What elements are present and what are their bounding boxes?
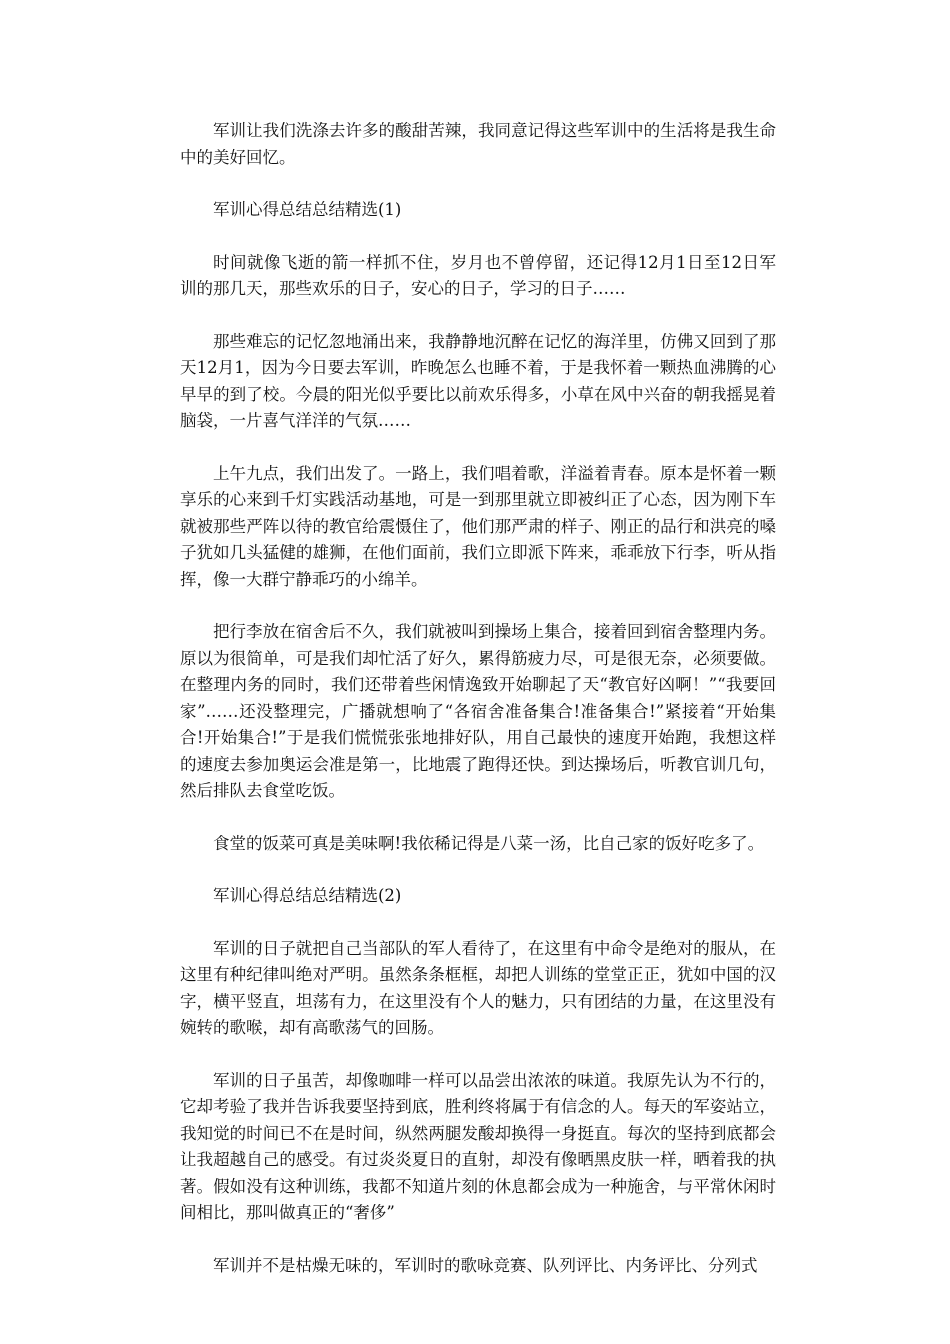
paragraph: 军训的日子虽苦，却像咖啡一样可以品尝出浓浓的味道。我原先认为不行的，它却考验了我并告诉我要坚持到底，胜利终将属于有信念的人。每天的军姿站立，我知觉的时间已不在是时间，纵然两腿发酸却换得一身挺直。每次的坚持到底都会让我超越自己的感受。有过炎炎夏日的直射，却没有像晒黑皮肤一样，晒着我的执著。假如没有这种训练，我都不知道片刻的休息都会成为一种施舍，与平常休闲时间相比，那叫做真正的“奢侈” <box>180 1070 776 1222</box>
paragraph: 军训的日子就把自己当部队的军人看待了，在这里有中命令是绝对的服从，在这里有种纪律叫绝对严明。虽然条条框框，却把人训练的堂堂正正，犹如中国的汉字，横平竖直，坦荡有力，在这里没有个人的魅力，只有团结的力量，在这里没有婉转的歌喉，却有高歌荡气的回肠。 <box>180 938 776 1037</box>
paragraph: 时间就像飞逝的箭一样抓不住，岁月也不曾停留，还记得12月1日至12日军训的那几天，那些欢乐的日子，安心的日子，学习的日子…… <box>180 252 776 298</box>
paragraph: 那些难忘的记忆忽地涌出来，我静静地沉醉在记忆的海洋里，仿佛又回到了那天12月1，因为今日要去军训，昨晚怎么也睡不着，于是我怀着一颗热血沸腾的心早早的到了校。今晨的阳光似乎要比以前欢乐得多，小草在风中兴奋的朝我摇晃着脑袋，一片喜气洋洋的气氛…… <box>180 331 776 430</box>
section-heading: 军训心得总结总结精选(1) <box>213 200 402 219</box>
section-heading: 军训心得总结总结精选(2) <box>213 886 402 905</box>
paragraph: 食堂的饭菜可真是美味啊!我依稀记得是八菜一汤，比自己家的饭好吃多了。 <box>213 833 765 853</box>
document-body <box>180 118 776 1305</box>
paragraph: 军训并不是枯燥无味的，军训时的歌咏竞赛、队列评比、内务评比、分列式 <box>213 1255 758 1275</box>
paragraph: 军训让我们洗涤去许多的酸甜苦辣，我同意记得这些军训中的生活将是我生命中的美好回忆。 <box>180 121 776 167</box>
paragraph: 把行李放在宿舍后不久，我们就被叫到操场上集合，接着回到宿舍整理内务。原以为很简单，可是我们却忙活了好久，累得筋疲力尽，可是很无奈，必须要做。在整理内务的同时，我们还带着些闲情逸致开始聊起了天“教官好凶啊！”“我要回家”……还没整理完，广播就想响了“各宿舍准备集合!准备集合!”紧接着“开始集合!开始集合!”于是我们慌慌张张地排好队，用自己最快的速度开始跑，我想这样的速度去参加奥运会准是第一，比地震了跑得还快。到达操场后，听教官训几句，然后排队去食堂吃饭。 <box>180 622 776 800</box>
paragraph: 上午九点，我们出发了。一路上，我们唱着歌，洋溢着青春。原本是怀着一颗享乐的心来到千灯实践活动基地，可是一到那里就立即被纠正了心态，因为刚下车就被那些严阵以待的教官给震慑住了，他们那严肃的样子、刚正的品行和洪亮的嗓子犹如几头猛健的雄狮，在他们面前，我们立即派下阵来，乖乖放下行李，听从指挥，像一大群宁静乖巧的小绵羊。 <box>180 463 776 589</box>
